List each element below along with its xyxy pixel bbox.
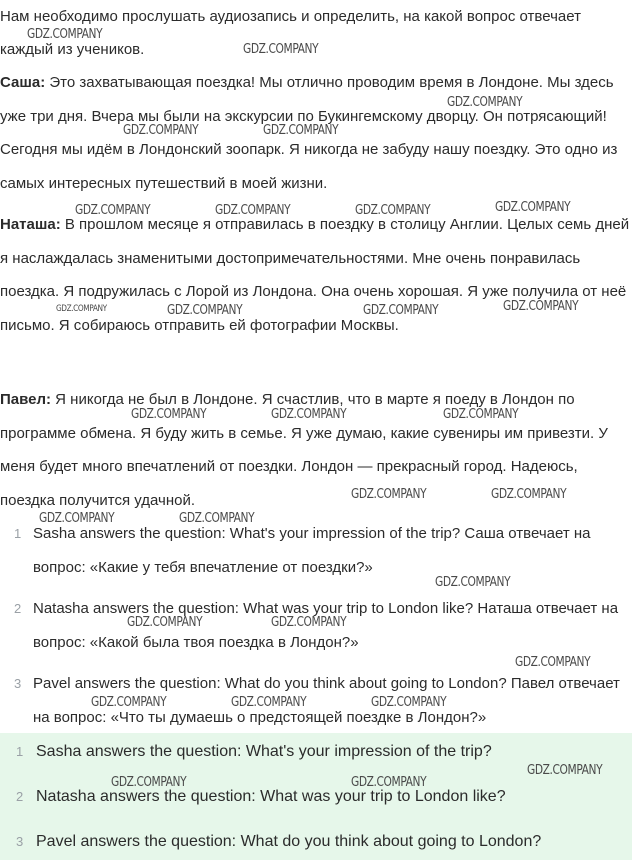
item-number: 1 bbox=[14, 526, 22, 541]
watermark: GDZ.COMPANY bbox=[27, 27, 103, 42]
watermark: GDZ.COMPANY bbox=[515, 655, 591, 670]
watermark: GDZ.COMPANY bbox=[363, 303, 439, 318]
answer-text: Natasha answers the question: What was your trip to London like? bbox=[36, 788, 506, 805]
monologue-text: Это захватывающая поездка! Мы отлично проводим время в Лондоне. Мы здесь уже три дня. Вчера мы были на экскурсии по Букингемскому дворцу. Он потрясающий! Сегодня мы идём в Лондонский зоопарк. Я никогда не забуду нашу поездку. Это одно из самых интересных путешествий в моей жизни. bbox=[0, 74, 618, 192]
item-number: 1 bbox=[16, 744, 24, 759]
watermark: GDZ.COMPANY bbox=[127, 615, 203, 630]
item-number: 2 bbox=[14, 601, 22, 616]
monologue-text: В прошлом месяце я отправилась в поездку в столицу Англии. Целых семь дней я наслаждалась знаменитыми достопримечательностями. Мне очень понравилась поездка. Я подружилась с Лорой из Лондона. Она очень хорошая. Я уже получила от неё письмо. Я собираюсь отправить ей фотографии Москвы. bbox=[0, 216, 630, 334]
answer-text: Pavel answers the question: What do you think about going to London? bbox=[36, 833, 542, 850]
watermark: GDZ.COMPANY bbox=[215, 203, 291, 218]
watermark: GDZ.COMPANY bbox=[56, 304, 107, 314]
watermark: GDZ.COMPANY bbox=[243, 42, 319, 57]
answer-item bbox=[0, 831, 632, 853]
watermark: GDZ.COMPANY bbox=[123, 123, 199, 138]
item-text: Sasha answers the question: What's your impression of the trip? Саша отвечает на вопрос: «Какие у тебя впечатление от поездки?» bbox=[33, 525, 591, 576]
watermark: GDZ.COMPANY bbox=[527, 763, 603, 778]
watermark: GDZ.COMPANY bbox=[179, 511, 255, 526]
watermark: GDZ.COMPANY bbox=[351, 775, 427, 790]
watermark: GDZ.COMPANY bbox=[39, 511, 115, 526]
speaker-name: Наташа: bbox=[0, 216, 61, 233]
watermark: GDZ.COMPANY bbox=[263, 123, 339, 138]
watermark: GDZ.COMPANY bbox=[231, 695, 307, 710]
speaker-name: Саша: bbox=[0, 74, 46, 91]
watermark: GDZ.COMPANY bbox=[91, 695, 167, 710]
item-number: 3 bbox=[14, 676, 22, 691]
answer-text: Sasha answers the question: What's your impression of the trip? bbox=[36, 743, 492, 760]
answer-item bbox=[0, 786, 632, 808]
watermark: GDZ.COMPANY bbox=[75, 203, 151, 218]
watermark: GDZ.COMPANY bbox=[167, 303, 243, 318]
list-item bbox=[0, 517, 632, 584]
watermark: GDZ.COMPANY bbox=[435, 575, 511, 590]
watermark: GDZ.COMPANY bbox=[503, 299, 579, 314]
watermark: GDZ.COMPANY bbox=[495, 200, 571, 215]
monologue-text: Я никогда не был в Лондоне. Я счастлив, что в марте я поеду в Лондон по программе обмена. Я буду жить в семье. Я уже думаю, какие сувениры им привезти. У меня будет много впечатлений от поездки. Лондон — прекрасный город. Надеюсь, поездка получится удачной. bbox=[0, 391, 608, 509]
item-text: Natasha answers the question: What was your trip to London like? Наташа отвечает на вопрос: «Какой была твоя поездка в Лондон?» bbox=[33, 600, 619, 651]
watermark: GDZ.COMPANY bbox=[355, 203, 431, 218]
watermark: GDZ.COMPANY bbox=[131, 407, 207, 422]
watermark: GDZ.COMPANY bbox=[491, 487, 567, 502]
watermark: GDZ.COMPANY bbox=[351, 487, 427, 502]
speaker-name: Павел: bbox=[0, 391, 52, 408]
watermark: GDZ.COMPANY bbox=[443, 407, 519, 422]
answer-item bbox=[0, 741, 632, 763]
item-number: 3 bbox=[16, 834, 24, 849]
watermark: GDZ.COMPANY bbox=[111, 775, 187, 790]
watermark: GDZ.COMPANY bbox=[271, 407, 347, 422]
watermark: GDZ.COMPANY bbox=[371, 695, 447, 710]
answer-box bbox=[0, 733, 632, 860]
monologue-natasha bbox=[0, 208, 632, 342]
watermark: GDZ.COMPANY bbox=[271, 615, 347, 630]
item-text: Pavel answers the question: What do you think about going to London? Павел отвечает на вопрос: «Что ты думаешь о предстоящей поездке в Лондон?» bbox=[33, 675, 620, 726]
intro-paragraph: Нам необходимо прослушать аудиозапись и определить, на какой вопрос отвечает каждый из учеников. bbox=[0, 8, 581, 58]
watermark: GDZ.COMPANY bbox=[447, 95, 523, 110]
item-number: 2 bbox=[16, 789, 24, 804]
